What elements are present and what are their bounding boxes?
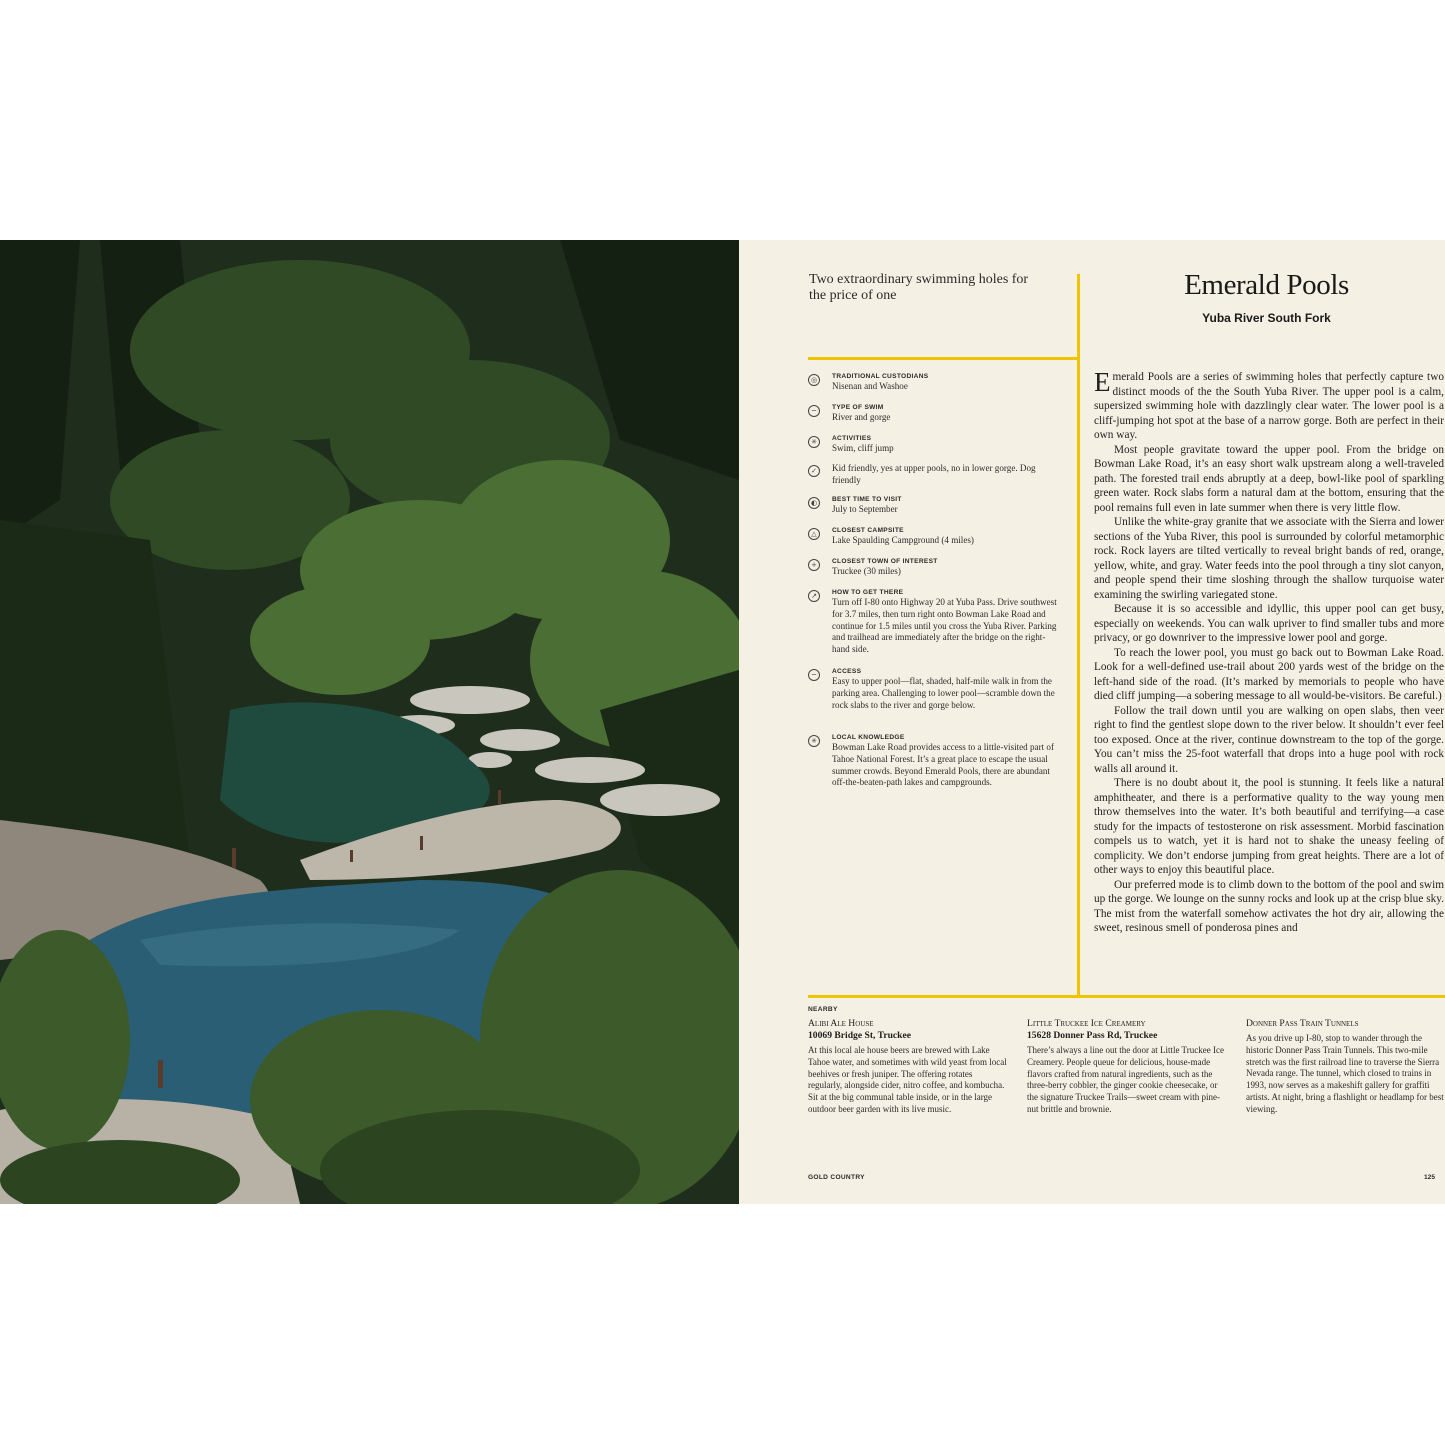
fact-campsite bbox=[808, 526, 1063, 557]
swim-type-icon: ─ bbox=[808, 405, 820, 417]
body-paragraph: Because it is so accessible and idyllic, this upper pool can get busy, especially on weekends. You can walk upriver to find smaller tubs and more privacy, or go downriver to the impressive lower pool and gorge. bbox=[1094, 603, 1444, 644]
fact-label: CLOSEST CAMPSITE bbox=[832, 527, 904, 534]
page-subtitle: Yuba River South Fork bbox=[1202, 311, 1331, 325]
article-body bbox=[1094, 370, 1444, 976]
nearby-item bbox=[1246, 1018, 1445, 1116]
guide-page bbox=[739, 240, 1445, 1204]
fact-label: TYPE OF SWIM bbox=[832, 404, 884, 411]
fact-access bbox=[808, 667, 1063, 733]
directions-icon: ↗ bbox=[808, 590, 820, 602]
nearby-item bbox=[1027, 1018, 1227, 1116]
body-paragraph: Most people gravitate toward the upper pool. From the bridge on Bowman Lake Road, it’s an easy short walk upstream along a well-traveled path. The forested trail ends abruptly at a deep, bowl-like pool of sparkling green water. Rock slabs form a natural dam at the bottom, ensuring that the pool remains full even in late summer when there is very little flow. bbox=[1094, 443, 1444, 514]
page-title: Emerald Pools bbox=[1184, 269, 1349, 301]
body-paragraph: Our preferred mode is to climb down to the bottom of the pool and swim up the gorge. We lounge on the sunny rocks and look up at the crisp blue sky. The mist from the waterfall somehow activates the hot dry air, allowing the sweet, resinous smell of ponderosa pines and bbox=[1094, 878, 1444, 934]
access-icon: ─ bbox=[808, 669, 820, 681]
nearby-label: NEARBY bbox=[808, 1006, 838, 1013]
body-paragraph bbox=[1094, 370, 1444, 443]
nearby-description: At this local ale house beers are brewed with Lake Tahoe water, and sometimes with wild yeast from local beehives or fresh juniper. The offering rotates regularly, alongside cider, nitro coffee, and kombucha. Sit at the big communal table inside, or in the large outdoor beer garden with its live music. bbox=[808, 1045, 1007, 1114]
body-paragraph: Unlike the white-gray granite that we associate with the Sierra and lower sections of the Yuba River, this pool is surrounded by colorful metamorphic rock. Rock layers are tilted vertically to reveal bright bands of red, orange, yellow, white, and gray. Water feeds into the pool through a tiny slot canyon, and people spend their time sloshing through the shallow turquoise water examining the swirling variegated stone. bbox=[1094, 516, 1444, 601]
tagline: Two extraordinary swimming holes for the price of one bbox=[809, 272, 1029, 303]
fact-best-time bbox=[808, 495, 1063, 526]
facts-list bbox=[808, 372, 1063, 789]
fact-label: TRADITIONAL CUSTODIANS bbox=[832, 373, 929, 380]
body-paragraph: To reach the lower pool, you must go back out to Bowman Lake Road. Look for a well-defined use-trail about 200 yards west of the bridge on the left-hand side of the road. (It’s marked by memorials to people who have died cliff jumping—a sobering message to all would-be-visitors. Be careful.) bbox=[1094, 646, 1444, 702]
check-icon: ✓ bbox=[808, 465, 820, 477]
fact-value: July to September bbox=[832, 504, 898, 514]
fact-label: LOCAL KNOWLEDGE bbox=[832, 734, 905, 741]
first-paragraph-text: merald Pools are a series of swimming holes that perfectly capture two distinct moods of the the South Yuba River. The upper pool is a calm, supersized swimming hole with dazzlingly clear water. The lower pool is a cliff-jumping hot spot at the base of a narrow gorge. Both are perfect in their own way. bbox=[1094, 371, 1444, 441]
vertical-rule bbox=[1077, 274, 1080, 996]
fact-value: Turn off I-80 onto Highway 20 at Yuba Pass. Drive southwest for 3.7 miles, then turn right onto Bowman Lake Road and continue for 1.5 miles until you cross the Yuba River. Parking and trailhead are immediately after the bridge on the right-hand side. bbox=[832, 597, 1057, 655]
photo-illustration bbox=[0, 240, 739, 1204]
fact-value: Bowman Lake Road provides access to a little-visited part of Tahoe National Forest. It’s a great place to escape the usual summer crowds. Beyond Emerald Pools, there are abundant off-the-beaten-path lakes and campgrounds. bbox=[832, 742, 1054, 788]
nearby-name: Little Truckee Ice Creamery bbox=[1027, 1018, 1146, 1029]
town-icon: + bbox=[808, 559, 820, 571]
fact-value: Kid friendly, yes at upper pools, no in lower gorge. Dog friendly bbox=[832, 463, 1036, 485]
campsite-icon: △ bbox=[808, 528, 820, 540]
fact-friendly bbox=[808, 463, 1063, 495]
time-icon: ◐ bbox=[808, 497, 820, 509]
fact-value: Truckee (30 miles) bbox=[832, 566, 901, 576]
fact-value: Lake Spaulding Campground (4 miles) bbox=[832, 535, 974, 545]
fact-label: CLOSEST TOWN OF INTEREST bbox=[832, 558, 938, 565]
fact-value: Nisenan and Washoe bbox=[832, 381, 908, 391]
drop-cap: E bbox=[1094, 370, 1111, 397]
fact-town bbox=[808, 557, 1063, 588]
fact-label: HOW TO GET THERE bbox=[832, 589, 904, 596]
book-spread bbox=[0, 240, 1445, 1204]
fact-activities bbox=[808, 434, 1063, 463]
knowledge-icon: ✳ bbox=[808, 735, 820, 747]
body-paragraph: Follow the trail down until you are walking on open slabs, then veer right to find the gentlest slope down to the river below. It shouldn’t ever feel too exposed. Once at the river, continue downstream to the top of the gorge. You can’t miss the 25-foot waterfall that drops into a huge pool with rock walls all around it. bbox=[1094, 704, 1444, 775]
nearby-name: Alibi Ale House bbox=[808, 1018, 874, 1029]
section-name: GOLD COUNTRY bbox=[808, 1174, 865, 1181]
facts-top-rule bbox=[808, 357, 1080, 360]
nearby-description: As you drive up I-80, stop to wander through the historic Donner Pass Train Tunnels. This two-mile stretch was the first railroad line to traverse the Sierra Nevada range. The tunnel, which closed to trains in 1993, now serves as a makeshift gallery for graffiti artists. At night, bring a flashlight or headlamp for best viewing. bbox=[1246, 1033, 1444, 1114]
fact-value: Swim, cliff jump bbox=[832, 443, 894, 453]
nearby-address: 15628 Donner Pass Rd, Truckee bbox=[1027, 1030, 1158, 1041]
nearby-description: There’s always a line out the door at Little Truckee Ice Creamery. People queue for delicious, house-made flavors crafted from natural ingredients, such as the three-berry cobbler, the ginger cookie cheesecake, or the signature Truckee Trails—sweet cream with pine-nut brittle and brownie. bbox=[1027, 1045, 1224, 1114]
custodians-icon: ◎ bbox=[808, 374, 820, 386]
fact-value: Easy to upper pool—flat, shaded, half-mile walk in from the parking area. Challenging to lower pool—scramble down the rock slabs to the river and gorge below. bbox=[832, 676, 1055, 710]
river-gorge-photo bbox=[0, 240, 739, 1204]
fact-swim-type bbox=[808, 403, 1063, 434]
fact-local-knowledge bbox=[808, 733, 1063, 789]
fact-label: ACCESS bbox=[832, 668, 862, 675]
nearby-name: Donner Pass Train Tunnels bbox=[1246, 1018, 1359, 1029]
fact-label: ACTIVITIES bbox=[832, 435, 872, 442]
nearby-top-rule bbox=[808, 995, 1445, 998]
fact-directions bbox=[808, 588, 1063, 667]
fact-label: BEST TIME TO VISIT bbox=[832, 496, 902, 503]
nearby-address: 10069 Bridge St, Truckee bbox=[808, 1030, 912, 1041]
fact-custodians bbox=[808, 372, 1063, 403]
activities-icon: ✳ bbox=[808, 436, 820, 448]
fact-value: River and gorge bbox=[832, 412, 891, 422]
page-number: 125 bbox=[1423, 1174, 1435, 1181]
body-paragraph: There is no doubt about it, the pool is stunning. It feels like a natural amphitheater, and there is a performative quality to the way young men throw themselves into the water. It’s both beautiful and terrifying—a case study for the impacts of testosterone on risk assessment. Morbid fascination compels us to watch, yet it is hard not to shake the uneasy feeling of complicity. We don’t endorse jumping from great heights. There are a lot of other ways to enjoy this beautiful place. bbox=[1094, 777, 1444, 876]
nearby-item bbox=[808, 1018, 1008, 1116]
